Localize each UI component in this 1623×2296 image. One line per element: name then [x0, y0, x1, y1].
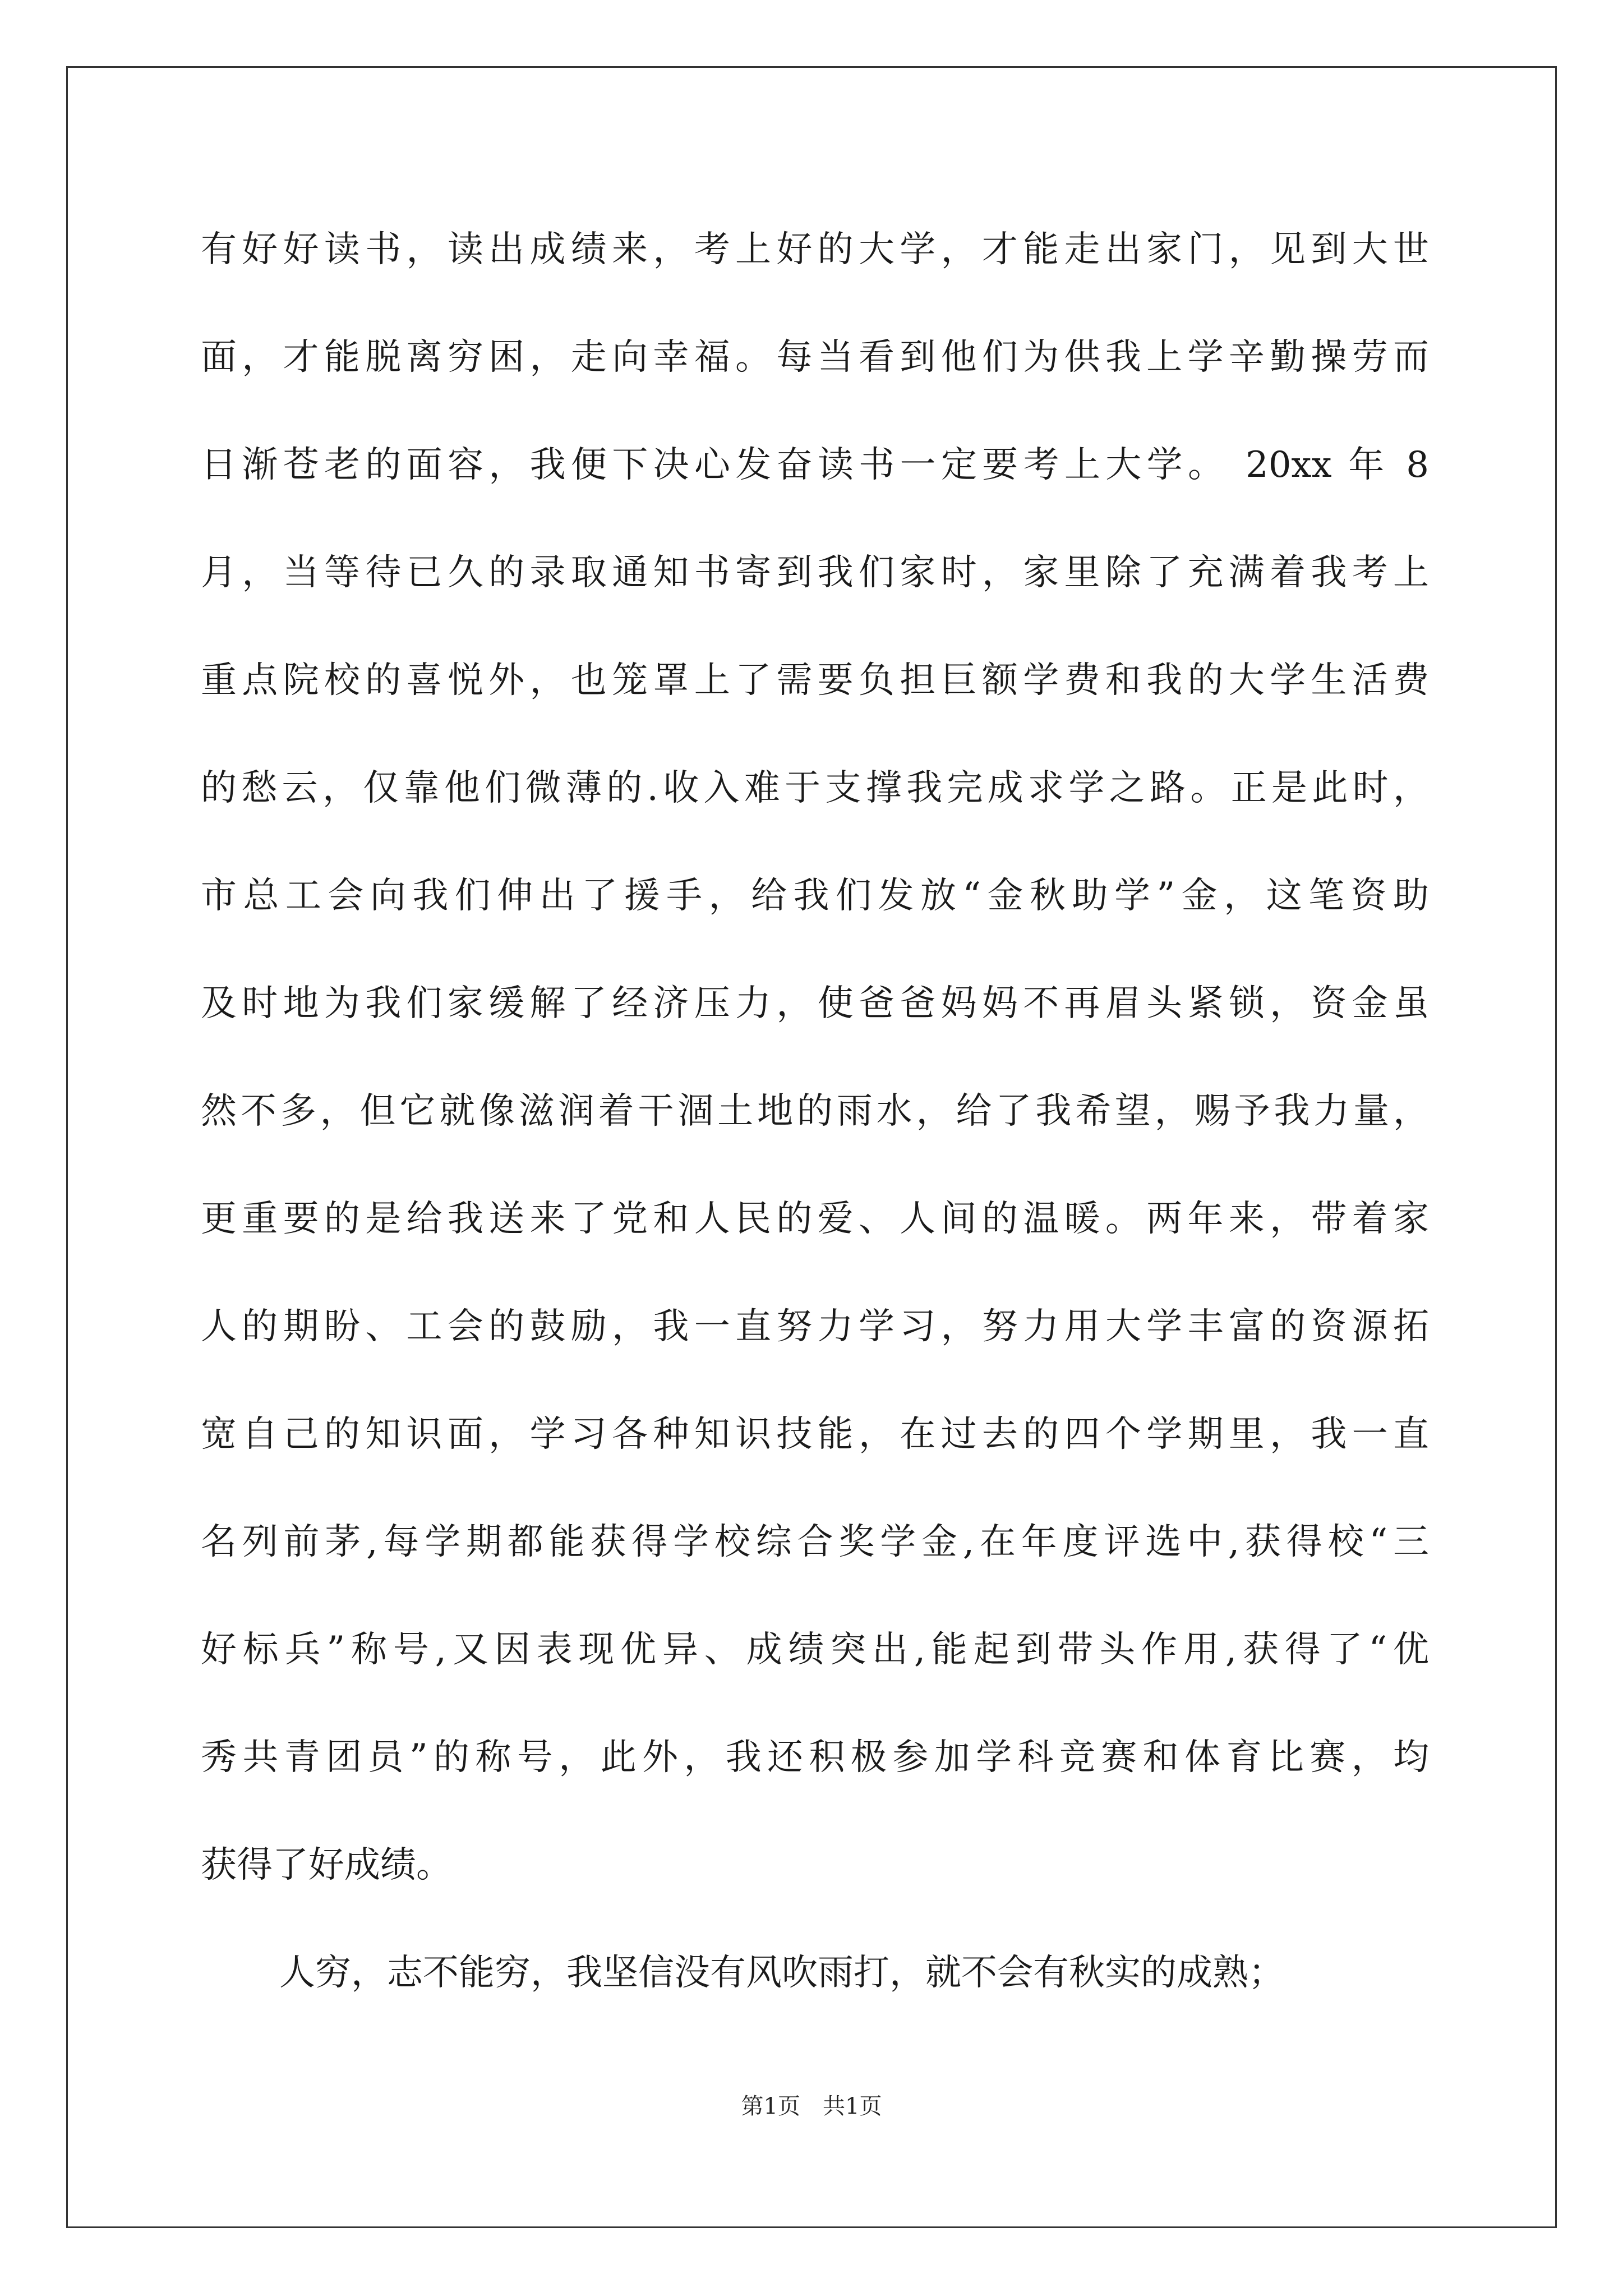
text-line: 人的期盼、工会的鼓励，我一直努力学习，努力用大学丰富的资源拓 — [201, 1306, 1429, 1347]
text-line: 好标兵”称号,又因表现优异、成绩突出,能起到带头作用,获得了“优 — [201, 1629, 1429, 1671]
text-line: 有好好读书，读出成绩来，考上好的大学，才能走出家门，见到大世 — [201, 229, 1429, 270]
text-line: 获得了好成绩。 — [201, 1844, 452, 1886]
text-line: 市总工会向我们伸出了援手，给我们发放“金秋助学”金，这笔资助 — [201, 875, 1429, 917]
page-number: 第1页 — [741, 2093, 800, 2119]
text-line: 月，当等待已久的录取通知书寄到我们家时，家里除了充满着我考上 — [201, 552, 1429, 593]
text-line: 面，才能脱离穷困，走向幸福。每当看到他们为供我上学辛勤操劳而 — [201, 337, 1429, 378]
document-body — [201, 216, 1429, 2047]
text-line: 名列前茅,每学期都能获得学校综合奖学金,在年度评选中,获得校“三 — [201, 1521, 1429, 1563]
text-line: 更重要的是给我送来了党和人民的爱、人间的温暖。两年来，带着家 — [201, 1198, 1429, 1240]
paragraph-first-line: 人穷，志不能穷，我坚信没有风吹雨打，就不会有秋实的成熟； — [279, 1952, 1284, 1994]
text-line: 日渐苍老的面容，我便下决心发奋读书一定要考上大学。 20xx 年 8 — [201, 444, 1429, 486]
text-line: 宽自己的知识面，学习各种知识技能，在过去的四个学期里，我一直 — [201, 1414, 1429, 1455]
text-line: 及时地为我们家缓解了经济压力，使爸爸妈妈不再眉头紧锁，资金虽 — [201, 983, 1429, 1024]
page-footer — [0, 2091, 1623, 2122]
text-line: 秀共青团员”的称号，此外，我还积极参加学科竞赛和体育比赛，均 — [201, 1737, 1429, 1778]
text-line: 重点院校的喜悦外，也笼罩上了需要负担巨额学费和我的大学生活费 — [201, 660, 1429, 701]
text-line: 然不多，但它就像滋润着干涸土地的雨水，给了我希望，赐予我力量， — [201, 1091, 1429, 1132]
page-total: 共1页 — [823, 2093, 882, 2119]
text-line: 的愁云，仅靠他们微薄的.收入难于支撑我完成求学之路。正是此时， — [201, 767, 1429, 809]
